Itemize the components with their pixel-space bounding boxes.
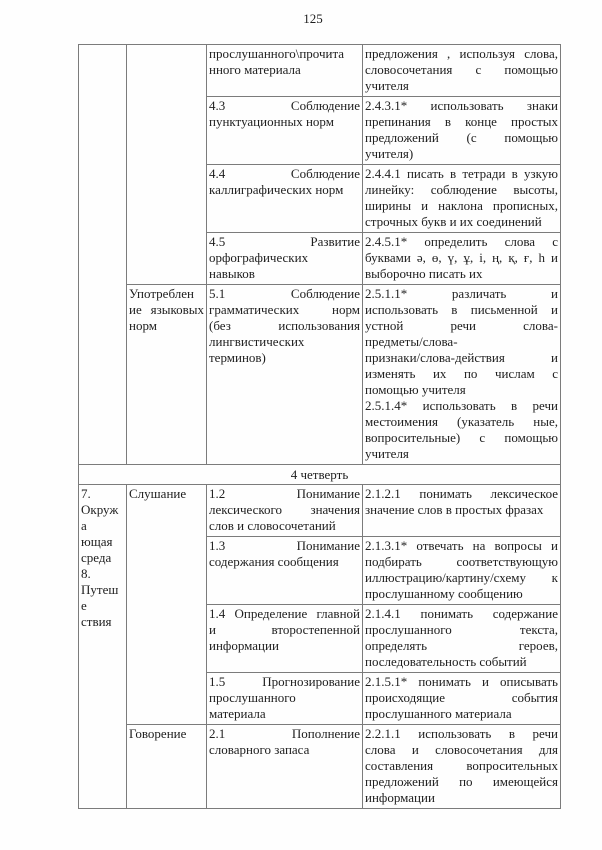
text-line: орфографических <box>209 250 309 265</box>
text-line: и второстепенной <box>209 622 360 637</box>
text-line: происходящие события <box>365 690 558 705</box>
text-line: пунктуационных норм <box>209 114 334 129</box>
text-line: (без использования <box>209 318 360 333</box>
paragraph <box>365 486 558 518</box>
text-line: 4.4 Соблюдение <box>209 166 360 181</box>
paragraph <box>209 538 360 570</box>
text-line: слова и словосочетания для <box>365 742 558 757</box>
theme-cell-empty <box>79 45 127 465</box>
text-line: 1.4 Определение главной <box>209 606 360 621</box>
text-line: признаки/слова-действия и <box>365 350 558 365</box>
paragraph <box>129 726 204 742</box>
text-line: Слушание <box>129 486 187 501</box>
text-line: слов и словосочетаний <box>209 518 336 533</box>
text-line: Путеше <box>81 582 119 613</box>
text-line: учителя <box>365 446 409 461</box>
text-line: материала <box>209 706 266 721</box>
objective-cell <box>207 537 363 605</box>
skill-cell <box>127 725 207 809</box>
text-line: прослушанного <box>209 690 296 705</box>
paragraph <box>365 98 558 162</box>
text-line: среда <box>81 550 112 565</box>
text-line: навыков <box>209 266 255 281</box>
text-line: предложения , используя слова, <box>365 46 558 61</box>
text-line: грамматических норм <box>209 302 360 317</box>
text-line: выборочно писать их <box>365 266 483 281</box>
outcome-cell <box>363 605 561 673</box>
text-line: лингвистических <box>209 334 305 349</box>
text-line: словосочетания с помощью <box>365 62 558 77</box>
paragraph <box>209 286 360 366</box>
paragraph <box>209 726 360 758</box>
text-line: 4.3 Соблюдение <box>209 98 360 113</box>
objective-cell <box>207 97 363 165</box>
text-line: ширины и наклона прописных, <box>365 198 558 213</box>
text-line: 2.4.3.1* использовать знаки <box>365 98 558 113</box>
theme-cell <box>79 485 127 809</box>
text-line: 2.4.5.1* определить слова с <box>365 234 558 249</box>
text-line: нного материала <box>209 62 301 77</box>
paragraph <box>365 234 558 282</box>
outcome-cell <box>363 165 561 233</box>
text-line: Употреблен <box>129 286 194 301</box>
text-line: информации <box>365 790 435 805</box>
outcome-cell <box>363 45 561 97</box>
text-line: вопросительные) с помощью <box>365 430 558 445</box>
paragraph <box>365 674 558 722</box>
text-line: 2.5.1.1* различать и <box>365 286 558 301</box>
objective-cell <box>207 285 363 465</box>
objective-cell <box>207 485 363 537</box>
text-line: 1.5 Прогнозирование <box>209 674 360 689</box>
text-line: подбирать соответствующую <box>365 554 558 569</box>
text-line: 2.4.4.1 писать в тетради в узкую <box>365 166 558 181</box>
skill-cell-empty <box>127 45 207 285</box>
text-line: 2.1.2.1 понимать лексическое <box>365 486 558 501</box>
text-line: 4.5 Развитие <box>209 234 360 249</box>
paragraph <box>365 166 558 230</box>
outcome-cell <box>363 285 561 465</box>
outcome-cell <box>363 673 561 725</box>
objective-cell <box>207 725 363 809</box>
text-line: буквами ә, ө, ү, ұ, і, ң, қ, ғ, h и <box>365 250 558 265</box>
text-line: прослушанного текста, <box>365 622 558 637</box>
paragraph <box>209 606 360 654</box>
outcome-cell <box>363 233 561 285</box>
table-row <box>79 485 561 537</box>
text-line: определять героев, <box>365 638 558 653</box>
text-line: 2.1.5.1* понимать и описывать <box>365 674 558 689</box>
curriculum-table <box>78 44 561 809</box>
text-line: Окружа <box>81 502 119 533</box>
paragraph <box>129 286 204 334</box>
paragraph <box>365 606 558 670</box>
text-line: предложений по имеющейся <box>365 774 558 789</box>
paragraph <box>209 46 360 78</box>
table-row <box>79 45 561 97</box>
text-line: предметы/слова- <box>365 334 458 349</box>
curriculum-table-body <box>79 45 561 809</box>
text-line: каллиграфических норм <box>209 182 344 197</box>
paragraph <box>209 486 360 534</box>
text-line: прослушанного материала <box>365 706 512 721</box>
quarter-row <box>79 465 561 485</box>
paragraph <box>365 286 558 398</box>
text-line: 2.2.1.1 использовать в речи <box>365 726 558 741</box>
table-row <box>79 725 561 809</box>
text-line: информации <box>209 638 279 653</box>
text-line: прослушанного\прочита <box>209 46 345 61</box>
objective-cell <box>207 165 363 233</box>
outcome-cell <box>363 725 561 809</box>
text-line: учителя <box>365 78 409 93</box>
text-line: 1.3 Понимание <box>209 538 360 553</box>
text-line: значение слов в простых фразах <box>365 502 544 517</box>
outcome-cell <box>363 485 561 537</box>
text-line: словарного запаса <box>209 742 310 757</box>
text-line: иллюстрацию/картину/схему к <box>365 570 558 585</box>
text-line: последовательность событий <box>365 654 527 669</box>
text-line: 2.1.3.1* отвечать на вопросы и <box>365 538 558 553</box>
paragraph <box>209 234 360 282</box>
text-line: 5.1 Соблюдение <box>209 286 360 301</box>
objective-cell <box>207 605 363 673</box>
text-line: составления вопросительных <box>365 758 558 773</box>
skill-cell <box>127 485 207 725</box>
text-line: Говорение <box>129 726 187 741</box>
text-line: ствия <box>81 614 112 629</box>
skill-cell <box>127 285 207 465</box>
paragraph <box>129 486 204 502</box>
text-line: 2.1.4.1 понимать содержание <box>365 606 558 621</box>
text-line: строчных букв и их соединений <box>365 214 542 229</box>
text-line: помощью учителя <box>365 382 466 397</box>
table-row <box>79 285 561 465</box>
page-number: 125 <box>303 11 323 26</box>
text-line: норм <box>129 318 157 333</box>
paragraph <box>365 726 558 806</box>
outcome-cell <box>363 537 561 605</box>
text-line: содержания сообщения <box>209 554 339 569</box>
text-line: 2.5.1.4* использовать в речи <box>365 398 558 413</box>
text-line: препинания в конце простых <box>365 114 558 129</box>
paragraph <box>209 98 360 130</box>
text-line: изменять их по числам с <box>365 366 558 381</box>
outcome-cell <box>363 97 561 165</box>
text-line: линейку: соблюдение высоты, <box>365 182 558 197</box>
text-line: ющая <box>81 534 113 549</box>
text-line: 7. <box>81 486 91 501</box>
text-line: лексического значения <box>209 502 360 517</box>
text-line: местоимения (указатель ные, <box>365 414 558 429</box>
text-line: 1.2 Понимание <box>209 486 360 501</box>
paragraph <box>365 46 558 94</box>
text-line: ие языковых <box>129 302 204 317</box>
paragraph <box>209 166 360 198</box>
paragraph <box>365 398 558 462</box>
text-line: использовать в письменной и <box>365 302 558 317</box>
paragraph <box>209 674 360 722</box>
text-line: учителя) <box>365 146 414 161</box>
quarter-label: 4 четверть <box>79 465 561 485</box>
text-line: 8. <box>81 566 91 581</box>
paragraph <box>365 538 558 602</box>
text-line: предложений (с помощью <box>365 130 558 145</box>
text-line: устной речи слова- <box>365 318 558 333</box>
text-line: 2.1 Пополнение <box>209 726 360 741</box>
objective-cell <box>207 45 363 97</box>
paragraph <box>81 486 124 630</box>
text-line: терминов) <box>209 350 266 365</box>
objective-cell <box>207 673 363 725</box>
objective-cell <box>207 233 363 285</box>
text-line: прослушанному сообщению <box>365 586 523 601</box>
